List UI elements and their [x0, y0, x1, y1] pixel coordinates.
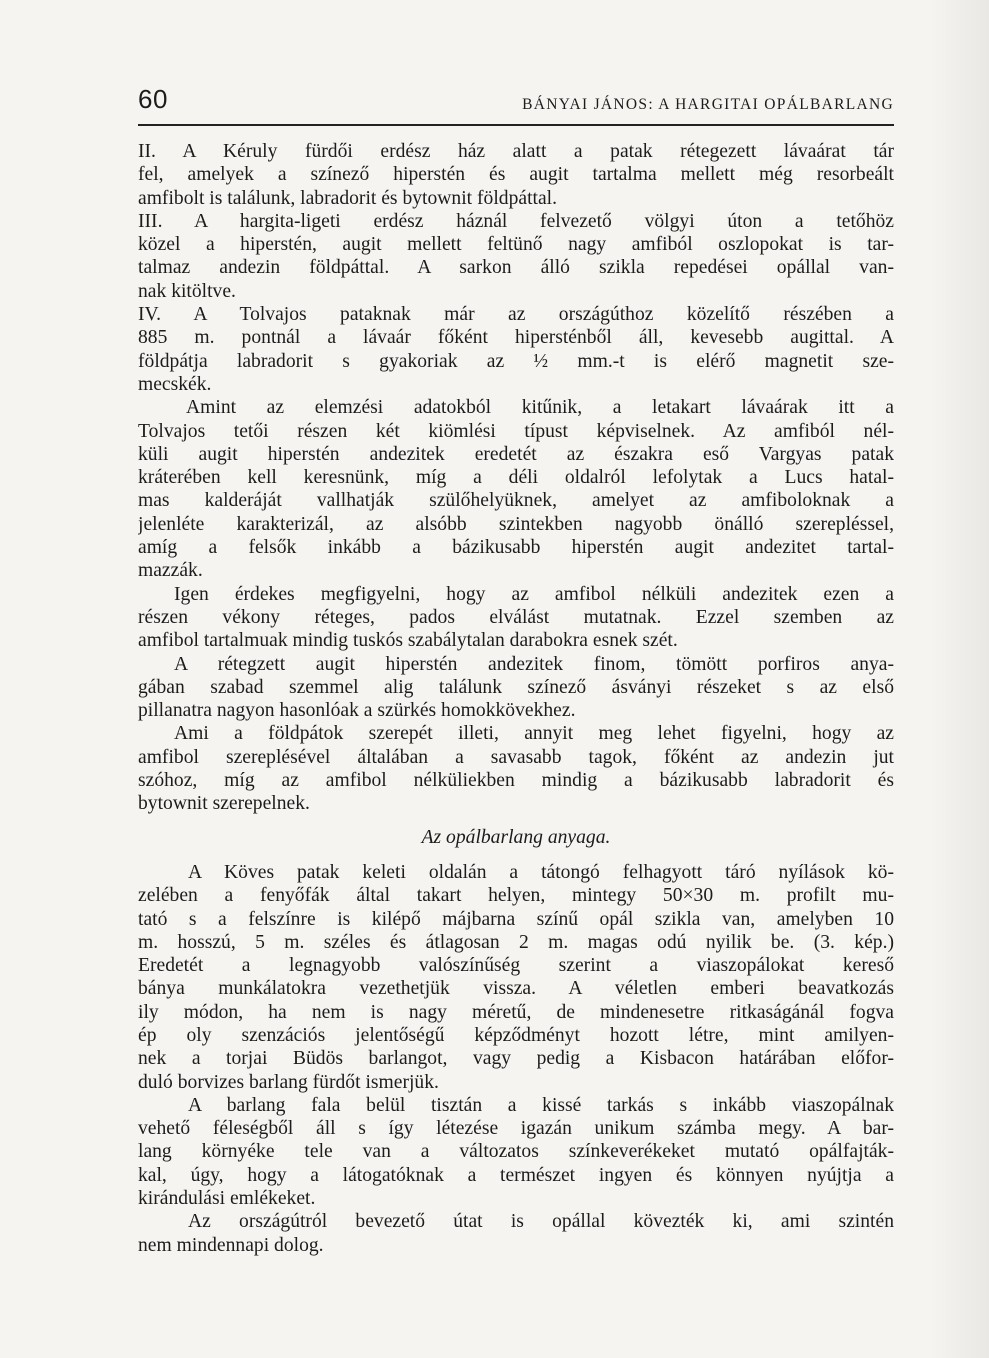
- text-line: Igen érdekes megfigyelni, hogy az amfibol nélküli andezitek ezen a: [174, 583, 894, 605]
- text-line: amíg a felsők inkább a bázikusabb hiperstén augit andezitet tartal-: [138, 537, 894, 559]
- text-line: kráterében kell keresnünk, míg a déli oldalról lefolytak a Lucs hatal-: [138, 467, 894, 489]
- text-line: részen vékony réteges, pados elválást mutatnak. Ezzel szemben az: [138, 606, 894, 628]
- text-line: 885 m. pontnál a lávaár főként hipersténből áll, kevesebb augittal. A: [138, 327, 894, 349]
- page-number: 60: [138, 84, 168, 114]
- text-line: zelében a fenyőfák által takart helyen, mintegy 50×30 m. profilt mu-: [138, 885, 894, 907]
- text-line: mas kalderáját vallhatják szülőhelyüknek, amelyet az amfiboloknak a: [138, 490, 894, 512]
- text-line: III. A hargita-ligeti erdész háznál felvezető völgyi úton a tetőhöz: [138, 210, 894, 232]
- paragraph-orszagutrol: [138, 1210, 894, 1257]
- text-line: A Köves patak keleti oldalán a tátongó felhagyott táró nyílások kö-: [188, 861, 894, 883]
- section-heading: Az opálbarlang anyaga.: [421, 826, 611, 848]
- text-line: tató s a felszínre is kilépő májbarna színű opál szikla van, amelyben 10: [138, 908, 894, 930]
- text-line: bytownit szerepelnek.: [138, 793, 310, 815]
- text-line: II. A Kéruly fürdői erdész ház alatt a patak rétegezett lávaárat tár: [138, 141, 894, 162]
- text-line: nek a torjai Büdös barlangot, vagy pedig a Kisbacon határában előfor-: [138, 1048, 894, 1070]
- paragraph-amint: [138, 396, 894, 582]
- text-line: pillanatra nagyon hasonlóak a szürkés homokkövekhez.: [138, 700, 576, 722]
- paragraph-igen: [138, 583, 894, 653]
- text-line: vehető féleségből áll s így létezése igazán unikum számba megy. A bar-: [138, 1118, 894, 1140]
- article-body: [138, 140, 894, 1257]
- text-line: lang környéke tele van a változatos színkeverékeket mutató opálfajták-: [138, 1141, 894, 1163]
- paragraph-koves-patak: [138, 861, 894, 1094]
- text-line: m. hosszú, 5 m. széles és átlagosan 2 m. magas odú nyilik be. (3. kép.): [138, 931, 894, 953]
- text-line: földpátja labradorit s gyakoriak az ½ mm.-t is elérő magnetit sze-: [138, 350, 894, 372]
- text-line: mecskék.: [138, 373, 212, 395]
- text-line: amfibol szereplésével általában a savasabb tagok, főként az andezin jut: [138, 746, 894, 768]
- text-line: talmaz andezin földpáttal. A sarkon álló szikla repedései opállal van-: [138, 257, 894, 279]
- text-line: fel, amelyek a színező hiperstén és augit tartalma mellett még resorbeált: [138, 164, 894, 186]
- text-line: küli augit hiperstén andezitek eredetét az északra eső Vargyas patak: [138, 443, 894, 465]
- text-line: Amint az elemzési adatokból kitűnik, a letakart lávaárak itt a: [186, 397, 894, 419]
- text-line: mazzák.: [138, 560, 203, 582]
- text-line: IV. A Tolvajos pataknak már az országúthoz közelítő részében a: [138, 304, 894, 326]
- text-line: kirándulási emlékeket.: [138, 1188, 316, 1210]
- text-line: Tolvajos tetői részen két kiömlési típust képviselnek. Az amfiból nél-: [138, 420, 894, 442]
- running-title: BÁNYAI JÁNOS: A HARGITAI OPÁLBARLANG: [522, 96, 894, 113]
- text-line: ily módon, ha nem is nagy méretű, de mindenesetre ritkaságánál fogva: [138, 1001, 894, 1023]
- text-line: Ami a földpátok szerepét illeti, annyit meg lehet figyelni, hogy az: [174, 723, 894, 745]
- text-line: bánya munkálatokra vezethetjük vissza. A véletlen emberi beavatkozás: [138, 978, 894, 1000]
- text-line: nem mindennapi dolog.: [138, 1234, 324, 1256]
- text-line: duló borvizes barlang fürdőt ismerjük.: [138, 1071, 439, 1093]
- text-line: Az országútról bevezető útat is opállal kövezték ki, ami szintén: [188, 1211, 894, 1233]
- paragraph-iv: [138, 303, 894, 396]
- text-line: jelenléte karakterizál, az alsóbb szintekben nagyobb önálló szerepléssel,: [138, 513, 894, 535]
- text-line: közel a hiperstén, augit mellett feltünő nagy amfiból oszlopokat is tar-: [138, 234, 894, 256]
- paragraph-ii: [138, 140, 894, 210]
- text-line: gában szabad szemmel alig találunk színező ásványi részeket s az első: [138, 676, 894, 698]
- paragraph-retegzett: [138, 653, 894, 723]
- paragraph-iii: [138, 210, 894, 303]
- text-line: szóhoz, míg az amfibol nélküliekben mindig a bázikusabb labradorit és: [138, 770, 894, 792]
- page-edge-shadow: [929, 0, 989, 1358]
- text-line: A barlang fala belül tisztán a kissé tarkás s inkább viaszopálnak: [188, 1094, 894, 1116]
- text-line: Eredetét a legnagyobb valószínűség szerint a viaszopálokat kereső: [138, 955, 894, 977]
- text-line: amfibol tartalmuak mindig tuskós szabálytalan darabokra esnek szét.: [138, 630, 678, 652]
- text-line: A rétegzett augit hiperstén andezitek finom, tömött porfiros anya-: [174, 653, 894, 675]
- text-line: amfibolt is találunk, labradorit és bytownit földpáttal.: [138, 187, 557, 209]
- page-header: [138, 84, 894, 126]
- paragraph-ami: [138, 722, 894, 815]
- paragraph-barlang-fala: [138, 1094, 894, 1210]
- text-line: kal, úgy, hogy a látogatóknak a természet ingyen és könnyen nyújtja a: [138, 1164, 894, 1186]
- text-line: ép oly szenzációs jelentőségű képződményt hozott létre, mint amilyen-: [138, 1024, 894, 1046]
- text-line: nak kitöltve.: [138, 280, 236, 302]
